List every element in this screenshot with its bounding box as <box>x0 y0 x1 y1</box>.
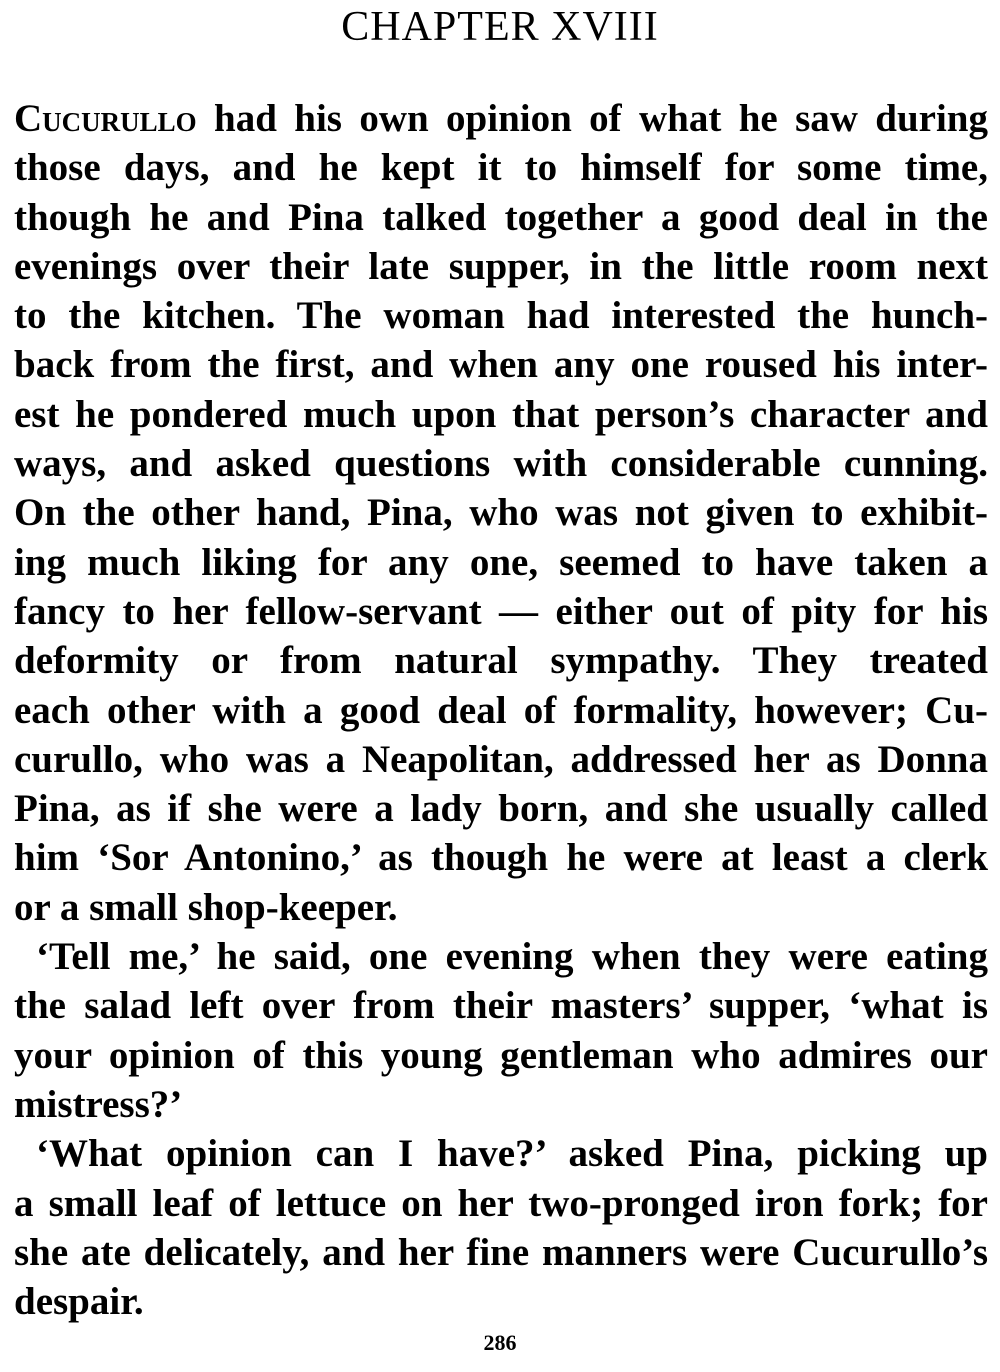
text-line: the salad left over from their masters’ supper, ‘what is <box>14 984 988 1028</box>
text-line: ‘What opinion can I have?’ asked Pina, picking up <box>36 1132 988 1176</box>
text-line: those days, and he kept it to himself for some time, <box>14 146 988 190</box>
text-line: Pina, as if she were a lady born, and she usually called <box>14 787 988 831</box>
page-number: 286 <box>483 1330 517 1355</box>
text-line: curullo, who was a Neapolitan, addressed her as Donna <box>14 737 988 781</box>
text-line: Cucurullo had his own opinion of what he saw during <box>14 97 988 140</box>
drop-word: Cucurullo <box>14 97 197 140</box>
text-line: ing much liking for any one, seemed to have taken a <box>14 540 988 584</box>
paragraph-3 <box>14 1129 988 1326</box>
text-line: a small leaf of lettuce on her two-pronged iron fork; for <box>14 1181 988 1225</box>
text-line: or a small shop-keeper. <box>14 885 398 929</box>
text-line: fancy to her fellow-servant — either out of pity for his <box>14 589 988 633</box>
text-line: your opinion of this young gentleman who admires our <box>14 1033 988 1077</box>
chapter-body <box>14 94 988 1326</box>
text-line: back from the first, and when any one roused his inter- <box>14 343 988 387</box>
paragraph-2 <box>14 932 988 1129</box>
text-line: him ‘Sor Antonino,’ as though he were at least a clerk <box>14 836 988 880</box>
text-line: despair. <box>14 1280 144 1324</box>
text-line: evenings over their late supper, in the little room next <box>14 244 988 288</box>
text-line: though he and Pina talked together a good deal in the <box>14 195 988 239</box>
text-line: ‘Tell me,’ he said, one evening when they were eating <box>36 935 988 979</box>
text-line: deformity or from natural sympathy. They treated <box>14 639 988 683</box>
text-line: to the kitchen. The woman had interested the hunch- <box>14 294 988 338</box>
paragraph-1 <box>14 94 988 932</box>
text-line: est he pondered much upon that person’s character and <box>14 392 988 436</box>
text-line: mistress?’ <box>14 1082 183 1126</box>
text-line: On the other hand, Pina, who was not given to exhibit- <box>14 491 988 535</box>
text-line: she ate delicately, and her fine manners were Cucurullo’s <box>14 1230 988 1274</box>
text-line: ways, and asked questions with considerable cunning. <box>14 442 988 486</box>
text-line: each other with a good deal of formality, however; Cu- <box>14 688 988 732</box>
chapter-heading: CHAPTER XVIII <box>341 4 659 50</box>
